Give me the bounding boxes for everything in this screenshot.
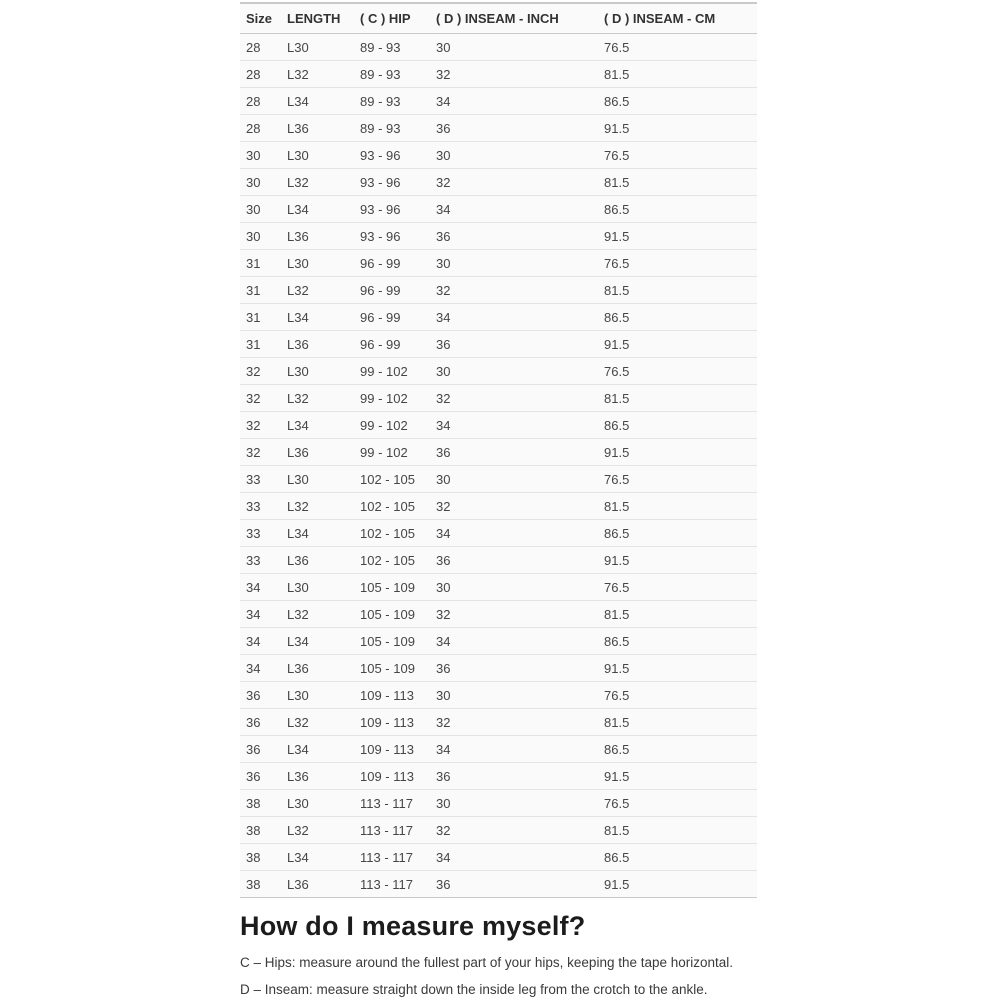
size-chart-table [240,2,757,898]
table-cell: L36 [281,547,354,574]
table-cell: L30 [281,358,354,385]
table-cell: 31 [240,277,281,304]
column-header-0: Size [240,3,281,34]
table-cell: 30 [430,34,598,61]
table-cell: 81.5 [598,709,757,736]
column-header-1: LENGTH [281,3,354,34]
measure-instruction-hips: C – Hips: measure around the fullest part of your hips, keeping the tape horizontal. [240,955,734,970]
table-cell: 34 [240,574,281,601]
column-header-3: ( D ) INSEAM - INCH [430,3,598,34]
table-cell: 91.5 [598,763,757,790]
table-cell: 30 [430,142,598,169]
table-row [240,655,757,682]
table-cell: L36 [287,876,309,892]
table-cell: 34 [430,736,598,763]
table-cell: L36 [281,331,354,358]
table-cell: 91.5 [598,439,757,466]
table-cell: 30 [430,682,598,709]
table-cell: 76.5 [598,466,757,493]
table-cell: L34 [281,196,354,223]
table-cell: 33 [240,466,281,493]
table-cell: L36 [281,223,354,250]
table-cell: L36 [281,655,354,682]
table-cell: L34 [281,88,354,115]
table-cell: 96 - 99 [354,250,430,277]
table-row [240,88,757,115]
table-row [240,196,757,223]
table-cell: 36 [430,763,598,790]
column-header-4: ( D ) INSEAM - CM [598,3,757,34]
table-cell: 93 - 96 [354,196,430,223]
table-row [240,736,757,763]
table-cell: L30 [281,34,354,61]
table-cell: 30 [430,358,598,385]
measure-instruction-inseam: D – Inseam: measure straight down the inside leg from the crotch to the ankle. [240,982,708,998]
table-row [240,547,757,574]
table-cell: 36 [240,709,281,736]
table-cell: 81.5 [598,169,757,196]
table-cell: L30 [281,682,354,709]
table-row [240,142,757,169]
size-chart-header-row [240,3,757,34]
table-row [240,817,757,844]
table-cell: 91.5 [598,115,757,142]
table-row [240,682,757,709]
table-row [240,304,757,331]
table-cell: L36 [281,763,354,790]
table-cell: 91.5 [598,223,757,250]
table-row [240,844,757,871]
table-cell: 102 - 105 [354,547,430,574]
table-cell: 38 [240,817,281,844]
table-cell: 34 [430,628,598,655]
table-cell: 102 - 105 [354,466,430,493]
table-cell: 33 [240,493,281,520]
table-cell: 109 - 113 [354,709,430,736]
table-cell: 109 - 113 [354,763,430,790]
table-cell: 96 - 99 [354,331,430,358]
table-row [240,115,757,142]
table-cell: 99 - 102 [354,412,430,439]
table-cell: L34 [281,304,354,331]
size-guide-content [240,2,757,1000]
table-cell: 86.5 [598,412,757,439]
table-cell: 105 - 109 [354,601,430,628]
table-cell: 34 [430,520,598,547]
table-cell: 32 [430,817,598,844]
table-cell: 38 [240,844,281,871]
table-cell: 32 [240,439,281,466]
table-cell: 36 [430,223,598,250]
table-cell: 86.5 [598,304,757,331]
table-cell: 30 [240,196,281,223]
column-header-2: ( C ) HIP [354,3,430,34]
table-cell: 89 - 93 [354,115,430,142]
measure-section [240,911,757,999]
table-cell: L30 [281,790,354,817]
table-cell: L32 [281,709,354,736]
table-cell: L30 [281,142,354,169]
table-cell: L32 [281,61,354,88]
table-cell: L32 [281,493,354,520]
table-cell: 113 - 117 [354,844,430,871]
table-row [240,331,757,358]
table-cell: 30 [240,169,281,196]
table-cell: 32 [240,412,281,439]
table-cell: 34 [430,412,598,439]
table-cell: 36 [430,655,598,682]
table-cell: 96 - 99 [354,304,430,331]
table-cell: L34 [281,412,354,439]
table-cell: L32 [281,601,354,628]
table-cell: 34 [430,304,598,331]
table-cell: 76.5 [598,250,757,277]
table-cell: L36 [281,115,354,142]
table-cell: 89 - 93 [354,88,430,115]
table-cell: 113 - 117 [360,876,414,892]
table-cell: 89 - 93 [354,34,430,61]
table-row [240,223,757,250]
table-cell: 86.5 [598,844,757,871]
table-cell: L36 [281,439,354,466]
table-cell: 109 - 113 [354,682,430,709]
table-cell: 32 [430,169,598,196]
measure-heading: How do I measure myself? [240,911,586,941]
table-cell: L32 [281,385,354,412]
table-row [240,439,757,466]
table-cell: 86.5 [598,628,757,655]
table-cell: 76.5 [598,682,757,709]
table-row [240,34,757,61]
table-cell: 99 - 102 [354,385,430,412]
table-cell: 91.5 [598,547,757,574]
table-cell: 32 [430,601,598,628]
table-cell: 89 - 93 [354,61,430,88]
table-cell: L32 [281,817,354,844]
table-cell: L34 [281,520,354,547]
table-cell: 76.5 [598,574,757,601]
table-cell: 31 [240,331,281,358]
table-cell: 93 - 96 [354,223,430,250]
table-cell: 81.5 [598,277,757,304]
table-cell: 34 [240,601,281,628]
table-cell: 32 [240,358,281,385]
table-row [240,574,757,601]
table-cell: 36 [240,682,281,709]
table-cell: L30 [281,250,354,277]
table-row [240,520,757,547]
table-cell: L34 [281,844,354,871]
table-cell: 30 [430,574,598,601]
table-cell: 91.5 [604,876,630,892]
table-cell: L32 [281,169,354,196]
table-cell: 76.5 [598,358,757,385]
table-cell: 32 [430,709,598,736]
table-cell: 102 - 105 [354,493,430,520]
table-cell: 96 - 99 [354,277,430,304]
table-cell: 28 [240,115,281,142]
table-cell: 38 [246,876,261,892]
table-cell: 38 [240,790,281,817]
table-cell: 81.5 [598,817,757,844]
table-row [240,763,757,790]
table-cell: 34 [240,655,281,682]
table-row [240,790,757,817]
table-cell: 113 - 117 [354,790,430,817]
table-cell: 109 - 113 [354,736,430,763]
table-cell: 36 [430,439,598,466]
table-row [240,709,757,736]
table-cell: 36 [430,331,598,358]
table-row [240,385,757,412]
table-row [240,871,757,898]
table-cell: 113 - 117 [354,817,430,844]
table-row [240,61,757,88]
table-cell: 30 [430,790,598,817]
table-cell: 36 [430,547,598,574]
table-cell: 86.5 [598,88,757,115]
table-cell: 32 [430,277,598,304]
table-row [240,466,757,493]
table-cell: 28 [240,34,281,61]
table-cell: 86.5 [598,196,757,223]
table-cell: 105 - 109 [354,655,430,682]
table-cell: 105 - 109 [354,628,430,655]
table-cell: 32 [430,385,598,412]
table-cell: 36 [430,115,598,142]
table-cell: 28 [240,61,281,88]
table-cell: 32 [430,493,598,520]
table-cell: 86.5 [598,520,757,547]
table-cell: 34 [430,196,598,223]
table-cell: 34 [240,628,281,655]
table-cell: 30 [430,466,598,493]
table-cell: 30 [240,223,281,250]
table-cell: 30 [430,250,598,277]
table-cell: 76.5 [598,790,757,817]
table-row [240,601,757,628]
table-cell: 34 [430,844,598,871]
table-cell: 81.5 [598,493,757,520]
table-cell: 31 [240,250,281,277]
table-cell: 91.5 [598,331,757,358]
table-cell: L30 [281,466,354,493]
table-cell: 93 - 96 [354,169,430,196]
table-row [240,412,757,439]
table-cell: 81.5 [598,385,757,412]
table-cell: 36 [240,763,281,790]
table-cell: 105 - 109 [354,574,430,601]
table-cell: 31 [240,304,281,331]
table-row [240,358,757,385]
table-cell: 99 - 102 [354,358,430,385]
table-cell: 86.5 [598,736,757,763]
table-cell: 102 - 105 [354,520,430,547]
table-cell: 33 [240,520,281,547]
table-cell: L34 [281,736,354,763]
table-cell: 32 [430,61,598,88]
table-cell: 33 [240,547,281,574]
table-cell: 93 - 96 [354,142,430,169]
table-cell: 34 [430,88,598,115]
table-cell: 30 [240,142,281,169]
table-cell: L32 [281,277,354,304]
table-cell: 76.5 [598,34,757,61]
table-row [240,628,757,655]
table-cell: 91.5 [598,655,757,682]
table-cell: 28 [240,88,281,115]
table-row [240,250,757,277]
table-cell: 32 [240,385,281,412]
table-row [240,277,757,304]
table-cell: 81.5 [598,61,757,88]
table-cell: 36 [436,876,451,892]
table-cell: 99 - 102 [354,439,430,466]
table-cell: L34 [281,628,354,655]
table-row [240,169,757,196]
table-cell: 36 [240,736,281,763]
table-cell: 81.5 [598,601,757,628]
table-cell: 76.5 [598,142,757,169]
table-cell: L30 [281,574,354,601]
table-row [240,493,757,520]
